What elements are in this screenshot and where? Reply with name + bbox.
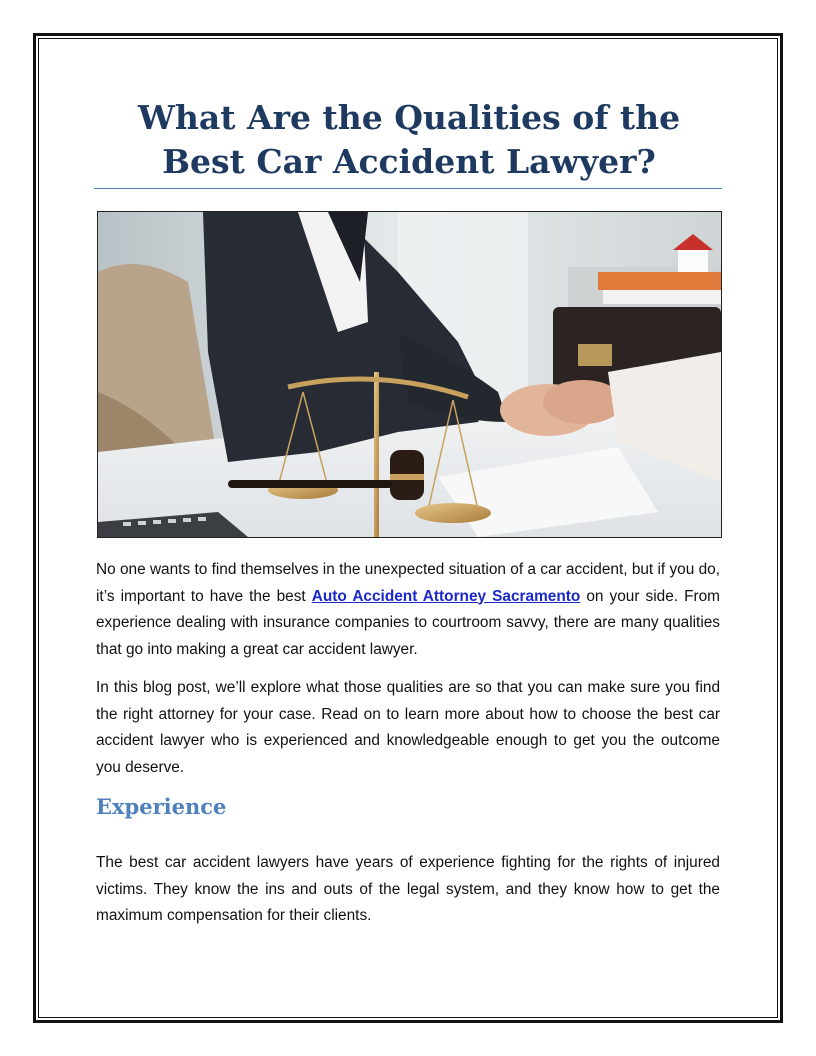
intro-paragraph [96, 557, 720, 663]
blog-intro-paragraph: In this blog post, we’ll explore what those qualities are so that you can make sure you find the right attorney for your case. Read on to learn more about how to choose the best car accident lawyer who is experienced and knowledgeable enough to get you the outcome you deserve. [96, 679, 720, 776]
section-heading-experience: Experience [96, 794, 227, 819]
experience-paragraph: The best car accident lawyers have years of experience fighting for the rights of injured victims. They know the ins and outs of the legal system, and they know how to get the maximum compensation for their clients. [96, 854, 720, 924]
intro-text-after-link: on your side. From experience dealing with insurance companies to courtroom savvy, there are many qualities that go into making a great car accident lawyer. [96, 587, 720, 658]
document-title: What Are the Qualities of the Best Car Accident Lawyer? [137, 98, 681, 181]
handshake-scales-gavel-photo [97, 211, 722, 538]
title-underline-rule [94, 188, 722, 189]
intro-text-before-link: No one wants to find themselves in the unexpected situation of a car accident, but if you do, it’s important to have the best [96, 561, 720, 605]
auto-accident-attorney-link[interactable]: Auto Accident Attorney Sacramento [311, 587, 581, 605]
